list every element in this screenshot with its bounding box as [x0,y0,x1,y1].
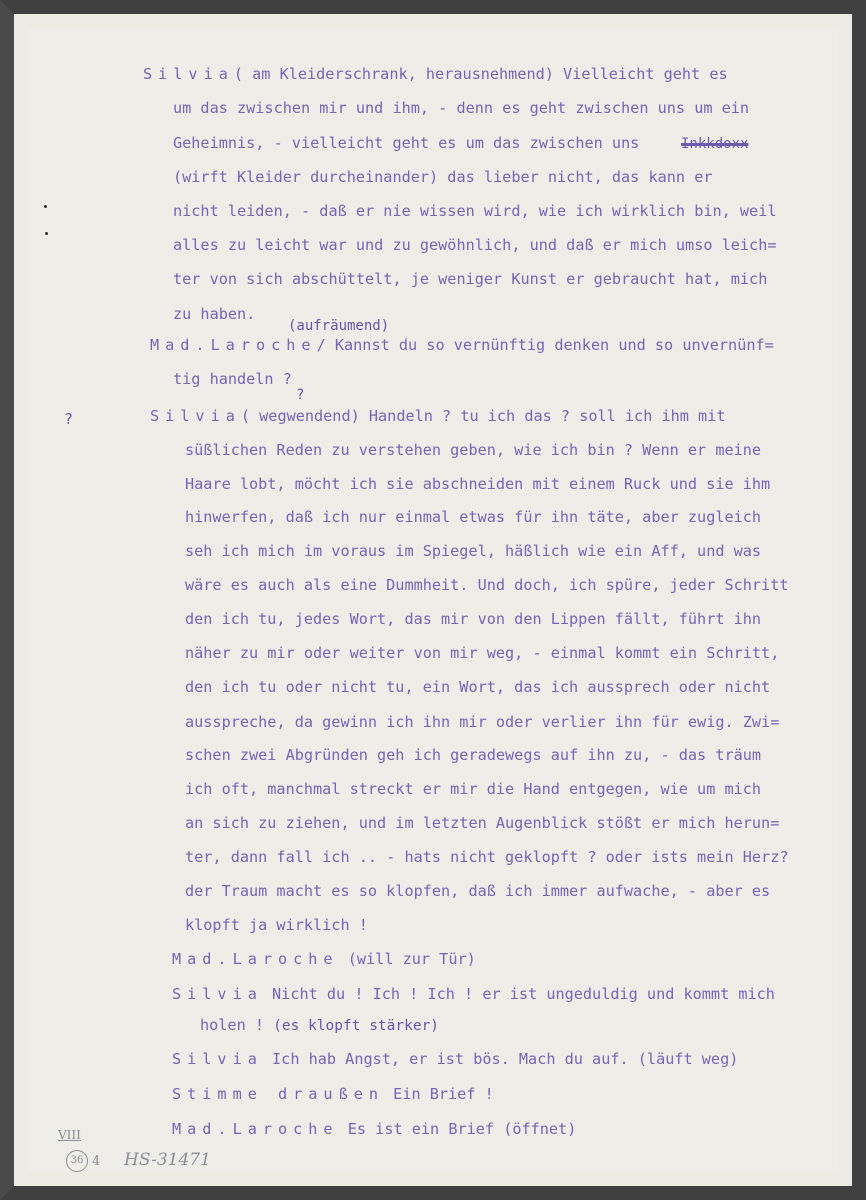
text-line [143,65,728,83]
text-line: wäre es auch als eine Dummheit. Und doch, ich spüre, jeder Schritt [185,576,789,594]
text-line [150,336,774,354]
text-line: um das zwischen mir und ihm, - denn es geht zwischen uns um ein [173,99,750,117]
text-line: den ich tu oder nicht tu, ein Wort, das ich aussprech oder nicht [185,678,771,696]
margin-question-mark: ? [64,410,74,428]
text-line: schen zwei Abgründen geh ich geradewegs auf ihn zu, - das träum [185,746,762,764]
text-line [172,1050,738,1068]
text-line: seh ich mich im voraus im Spiegel, häßlich wie ein Aff, und was [185,542,762,560]
line-text: Ein Brief ! [393,1085,494,1103]
text-line: hinwerfen, daß ich nur einmal etwas für ihn täte, aber zugleich [185,508,762,526]
speaker-name: Silvia [172,1050,263,1068]
line-text: holen ! [200,1016,265,1034]
line-text: (will zur Tür) [347,950,476,968]
speaker-name: Mad.Laroche [172,1120,339,1138]
struck-word: Inkkdoxx [681,136,749,152]
speaker-name: Stimme draußen [172,1085,385,1103]
text-line: klopft ja wirklich ! [185,916,368,934]
text-line: näher zu mir oder weiter von mir weg, - einmal kommt ein Schritt, [185,644,780,662]
text-line [200,1016,439,1034]
archive-circle-number: 36 [66,1150,88,1172]
text-line: nicht leiden, - daß er nie wissen wird, wie ich wirklich bin, weil [173,202,777,220]
line-text: ( am Kleiderschrank, herausnehmend) Vielleicht geht es [233,65,728,83]
archive-suffix: 4 [92,1154,101,1169]
archive-numeral: VIII [58,1128,81,1142]
text-line: (wirft Kleider durcheinander) das lieber nicht, das kann er [173,168,713,186]
text-line: süßlichen Reden zu verstehen geben, wie ich bin ? Wenn er meine [185,441,762,459]
speaker-name: Mad.Laroche [172,950,339,968]
text-line [172,985,775,1003]
text-line: alles zu leicht war und zu gewöhnlich, und daß er mich umso leich= [173,236,777,254]
shelfmark: HS-31471 [124,1150,211,1170]
text-line: zu haben. [173,305,256,323]
text-line: ausspreche, da gewinn ich ihn mir oder verlier ihn für ewig. Zwi= [185,713,780,731]
text-line: der Traum macht es so klopfen, daß ich immer aufwache, - aber es [185,882,771,900]
text-line [172,950,476,968]
text-line [172,1085,494,1103]
text-line [173,134,639,152]
line-text: Geheimnis, - vielleicht geht es um das zwischen uns [173,134,640,152]
handwritten-insertion: (es klopft stärker) [273,1018,440,1034]
text-line: Haare lobt, möcht ich sie abschneiden mit einem Ruck und sie ihm [185,475,771,493]
text-line [150,407,726,425]
text-line: den ich tu, jedes Wort, das mir von den Lippen fällt, führt ihn [185,610,762,628]
line-text: / Kannst du so vernünftig denken und so unvernünf= [316,336,774,354]
text-line: tig handeln ? [173,370,292,388]
line-text: Nicht du ! Ich ! Ich ! er ist ungeduldig und kommt mich [272,985,775,1003]
text-line [172,1120,576,1138]
handwritten-insertion: (aufräumend) [288,318,390,334]
handwritten-question-mark: ? [296,387,305,403]
speaker-name: Silvia [143,65,234,83]
line-text: ( wegwendend) Handeln ? tu ich das ? soll ich ihm mit [240,407,726,425]
text-line: ter, dann fall ich .. - hats nicht geklopft ? oder ists mein Herz? [185,848,789,866]
text-line: an sich zu ziehen, und im letzten Augenblick stößt er mich herun= [185,814,780,832]
margin-dot [45,232,48,235]
line-text: Ich hab Angst, er ist bös. Mach du auf. (läuft weg) [272,1050,739,1068]
margin-dot [44,205,47,208]
speaker-name: Mad.Laroche [150,336,317,354]
text-line: ter von sich abschüttelt, je weniger Kunst er gebraucht hat, mich [173,270,768,288]
text-line: ich oft, manchmal streckt er mir die Hand entgegen, wie um mich [185,780,762,798]
line-text: Es ist ein Brief (öffnet) [347,1120,577,1138]
speaker-name: Silvia [172,985,263,1003]
speaker-name: Silvia [150,407,241,425]
